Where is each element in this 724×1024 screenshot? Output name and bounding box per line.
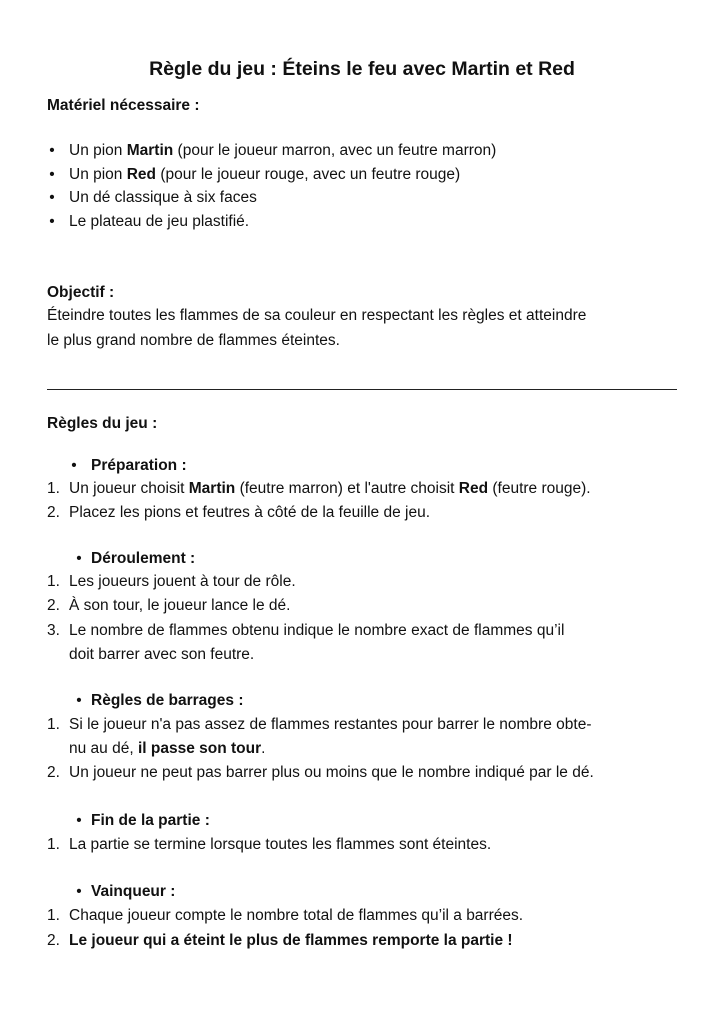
item-bold: Martin (188, 480, 236, 497)
materiel-item (69, 140, 496, 162)
deroulement-title: Déroulement : (91, 550, 196, 567)
list-number: 2. (47, 932, 60, 949)
bullet-icon: • (49, 142, 55, 159)
list-number: 1. (47, 907, 60, 924)
bullet-icon: • (76, 883, 82, 900)
materiel-item-text: (pour le joueur rouge, avec un feutre rouge) (156, 166, 461, 183)
list-number: 1. (47, 716, 60, 733)
page-title: Règle du jeu : Éteins le feu avec Martin et Red (149, 58, 575, 80)
barrages-item: Si le joueur n'a pas assez de flammes restantes pour barrer le nombre obte- (69, 716, 592, 733)
bullet-icon: • (76, 550, 82, 567)
regles-heading: Règles du jeu : (47, 415, 158, 432)
list-number: 2. (47, 504, 60, 521)
vainqueur-item: Chaque joueur compte le nombre total de flammes qu’il a barrées. (69, 907, 524, 924)
preparation-item: Placez les pions et feutres à côté de la feuille de jeu. (69, 504, 431, 521)
item-text: Un joueur choisit (69, 480, 189, 497)
materiel-item-text: Un pion (69, 142, 127, 159)
barrages-title: Règles de barrages : (91, 692, 244, 709)
materiel-item: Le plateau de jeu plastifié. (69, 213, 250, 230)
deroulement-item: Les joueurs jouent à tour de rôle. (69, 573, 296, 590)
materiel-item-bold: Red (126, 166, 157, 183)
list-number: 2. (47, 764, 60, 781)
objectif-line: le plus grand nombre de flammes éteintes. (47, 332, 340, 349)
item-bold: il passe son tour (137, 740, 262, 757)
materiel-item-text: Un pion (69, 166, 127, 183)
list-number: 3. (47, 622, 60, 639)
materiel-item-bold: Martin (126, 142, 174, 159)
list-number: 1. (47, 573, 60, 590)
list-number: 1. (47, 480, 60, 497)
barrages-item: Un joueur ne peut pas barrer plus ou moins que le nombre indiqué par le dé. (69, 764, 594, 781)
fin-item: La partie se termine lorsque toutes les flammes sont éteintes. (69, 836, 492, 853)
preparation-item (69, 478, 591, 500)
list-number: 2. (47, 597, 60, 614)
bullet-icon: • (76, 812, 82, 829)
barrages-item-continuation (69, 738, 265, 760)
objectif-heading: Objectif : (47, 284, 115, 301)
bullet-icon: • (49, 166, 55, 183)
vainqueur-item: Le joueur qui a éteint le plus de flammes remporte la partie ! (69, 932, 513, 949)
deroulement-item: À son tour, le joueur lance le dé. (69, 597, 291, 614)
preparation-title: Préparation : (91, 457, 187, 474)
item-text: (feutre marron) et l'autre choisit (235, 480, 459, 497)
item-bold: Red (458, 480, 489, 497)
bullet-icon: • (71, 457, 77, 474)
deroulement-item-continuation: doit barrer avec son feutre. (69, 646, 255, 663)
section-divider (47, 389, 677, 390)
list-number: 1. (47, 836, 60, 853)
materiel-item-text: (pour le joueur marron, avec un feutre marron) (173, 142, 497, 159)
bullet-icon: • (49, 213, 55, 230)
materiel-item: Un dé classique à six faces (69, 189, 257, 206)
vainqueur-title: Vainqueur : (91, 883, 176, 900)
item-text: nu au dé, (69, 740, 138, 757)
bullet-icon: • (49, 189, 55, 206)
materiel-item (69, 164, 460, 186)
deroulement-item: Le nombre de flammes obtenu indique le nombre exact de flammes qu’il (69, 622, 565, 639)
item-text: . (261, 740, 266, 757)
objectif-line: Éteindre toutes les flammes de sa couleur en respectant les règles et atteindre (47, 307, 587, 324)
bullet-icon: • (76, 692, 82, 709)
materiel-heading: Matériel nécessaire : (47, 97, 200, 114)
fin-title: Fin de la partie : (91, 812, 210, 829)
item-text: (feutre rouge). (488, 480, 591, 497)
